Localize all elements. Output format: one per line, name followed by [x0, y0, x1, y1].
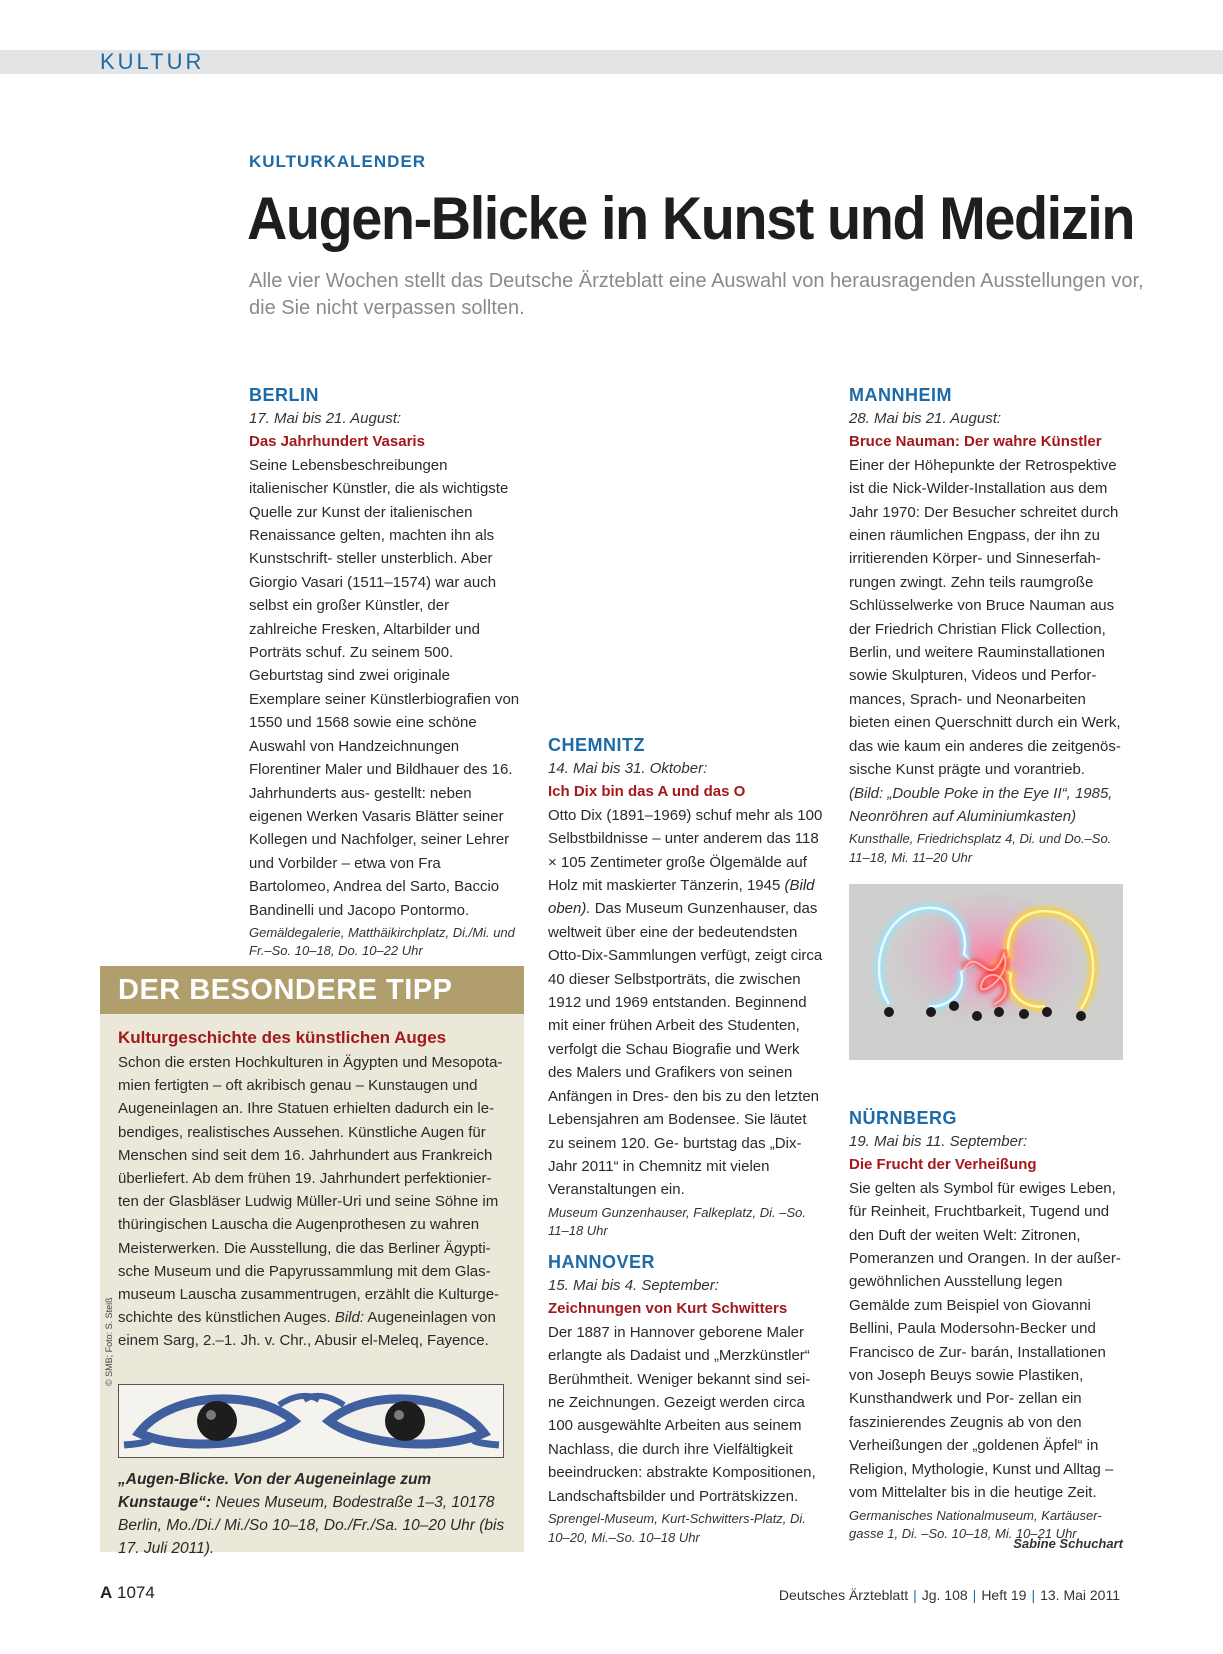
city-heading: HANNOVER: [548, 1252, 656, 1272]
journal-volume: Jg. 108: [921, 1587, 968, 1603]
tip-box: [100, 966, 524, 1557]
exhibition-text: Einer der Höhepunkte der Retrospektive ist die Nick-Wilder-Installation aus dem Jahr 1970: Der Besucher schreitet durch einen räumlichen Engpass, der ihn zu irritierenden Körper- und Sinneserfah- rungen zwingt. Zehn teils raumgroße Schlüsselwerke von Bruce Nauman aus der Friedrich Christian Flick Collection, Berlin, und weitere Rauminstallationen sowie Skulpturen, Videos und Perfor- mances, Sprach- und Neonarbeiten bieten einen Querschnitt durch ein Werk, das wie kaum ein anderes die zeitgenös- sische Kunst prägte und vorantrieb.: [849, 456, 1121, 779]
exhibition-venue: Sprengel-Museum, Kurt-Schwitters-Platz, Di. 10–20, Mi.–So. 10–18 Uhr: [548, 1511, 806, 1545]
exhibition-title: Zeichnungen von Kurt Schwitters: [548, 1300, 788, 1318]
exhibition-date: 15. Mai bis 4. September:: [548, 1277, 719, 1294]
eye-inlays-image: [118, 1384, 504, 1458]
author-name: Sabine Schuchart: [1013, 1536, 1123, 1551]
exhibition-text-part: Otto Dix (1891–1969) schuf mehr als 100 Selbstbildnisse – unter anderem das 118 × 105 Zentimeter große Ölgemälde auf Holz mit maskierter Tänzerin, 1945: [548, 806, 823, 895]
page-letter: A: [100, 1583, 113, 1602]
lead-paragraph: Alle vier Wochen stellt das Deutsche Ärzteblatt eine Auswahl von herausragenden Ausstellungen vor, die Sie nicht verpassen sollten.: [249, 270, 1144, 319]
exhibition-date: 14. Mai bis 31. Oktober:: [548, 760, 708, 777]
listing-chemnitz: [548, 733, 823, 1241]
exhibition-title: Das Jahrhundert Vasaris: [249, 433, 425, 451]
exhibition-text-part: Das Museum Gunzenhauser, das weltweit über eine der bedeutendsten Otto-Dix-Sammlungen verfügt, zeigt circa 40 dieser Selbstporträts, die zwischen 1912 und 1969 entstanden. Beginnend mit einer frühen Arbeit des Studenten, verfolgt die Schau Biografie und Werk des Malers und Grafikers von seinen Anfängen in Dres- den bis zu den letzten Lebensjahren am Bodensee. Sie läutet zu seinem 120. Ge- burtstag das „Dix-Jahr 2011“ in Chemnitz mit vielen Veranstaltungen ein.: [548, 900, 823, 1199]
city-heading: MANNHEIM: [849, 385, 952, 405]
tip-text-main: Schon die ersten Hochkulturen in Ägypten und Mesopota- mien fertigten – oft akribisch genau – Kunstaugen und Augeneinlagen an. Ihre Statuen erhielten dadurch ein le- bendiges, realistisches Aussehen. Künstliche Augen für Menschen sind seit dem 16. Jahrhundert aus Frankreich überliefert. Ab dem frühen 19. Jahrhundert perfektionier- ten der Glasbläser Ludwig Müller-Uri und seine Söhne im thüringischen Lauscha die Augenprothesen zu wahren Meisterwerken. Die Ausstellung, die das Berliner Ägypti- sche Museum und die Papyrussammlung mit dem Glas- museum Lauscha zusammentrugen, erzählt die Kulturge- schichte des künstlichen Auges.: [118, 1054, 503, 1327]
journal-date: 13. Mai 2011: [1040, 1587, 1120, 1603]
image-caption: (Bild: „Double Poke in the Eye II“, 1985, Neonröhren auf Aluminiumkasten): [849, 784, 1113, 825]
city-heading: BERLIN: [249, 385, 319, 405]
listing-hannover: [548, 1250, 823, 1547]
listing-nuernberg: [849, 1106, 1123, 1544]
neon-heads-illustration: [849, 884, 1123, 1060]
kicker: KULTURKALENDER: [249, 152, 427, 171]
tip-caption-text: Neues Museum, Bodestraße 1–3, 10178 Berlin, Mo./Di./ Mi./So 10–18, Do./Fr./Sa. 10–20 Uhr (bis 17. Juli 2011).: [118, 1494, 505, 1557]
eye-inlays-illustration: [119, 1385, 503, 1457]
city-heading: CHEMNITZ: [548, 735, 645, 755]
listing-mannheim: [849, 383, 1123, 867]
exhibition-venue: Kunsthalle, Friedrichsplatz 4, Di. und Do.–So. 11–18, Mi. 11–20 Uhr: [849, 831, 1112, 865]
neon-artwork-image: [849, 884, 1123, 1060]
section-label: KULTUR: [100, 49, 205, 74]
exhibition-text: Seine Lebensbeschreibungen italienischer Künstler, die als wichtigste Quelle zur Kunst der italienischen Renaissance gelten, machten ihn als Kunstschrift- steller unsterblich. Aber Giorgio Vasari (1511–1574) war auch selbst ein großer Künstler, der zahlreiche Fresken, Altarbilder und Porträts schuf. Zu seinem 500. Geburtstag sind zwei originale Exemplare seiner Künstlerbiografien von 1550 und 1568 sowie eine schöne Auswahl von Handzeichnungen Florentiner Maler und Bildhauer des 16. Jahrhunderts aus- gestellt: neben eigenen Werken Vasaris Blätter seiner Kollegen und Nachfolger, seiner Lehrer und Vorbilder – etwa von Fra Bartolomeo, Andrea del Sarto, Baccio Bandinelli und Jacopo Pontormo.: [249, 456, 520, 919]
tip-caption: [118, 1468, 518, 1560]
exhibition-venue: Germanisches Nationalmuseum, Kartäuser- gasse 1, Di. –So. 10–18, Mi. 10–21 Uhr: [849, 1507, 1102, 1541]
exhibition-title: Die Frucht der Verheißung: [849, 1156, 1037, 1174]
tip-text: [118, 1051, 508, 1353]
exhibition-venue: Museum Gunzenhauser, Falkeplatz, Di. –So. 11–18 Uhr: [548, 1204, 806, 1239]
journal-issue: Heft 19: [981, 1587, 1027, 1603]
tip-bild-text: Augeneinlagen von einem Sarg, 2.–1. Jh. v. Chr., Abusir el-Meleq, Fayence.: [118, 1309, 496, 1350]
tip-title: Kulturgeschichte des künstlichen Auges: [118, 1028, 447, 1047]
tip-header-label: DER BESONDERE TIPP: [118, 974, 453, 1006]
exhibition-text: [548, 804, 823, 1202]
tip-header: [100, 966, 524, 1014]
image-reference: (Bild oben).: [548, 877, 815, 918]
page-number: [100, 1583, 155, 1603]
city-heading: NÜRNBERG: [849, 1108, 958, 1128]
photo-credit: © SMB; Foto: S. Steiß: [104, 1297, 114, 1386]
exhibition-text: Der 1887 in Hannover geborene Maler erlangte als Dadaist und „Merzkünstler“ Berühmtheit. Weniger bekannt sind sei- ne Zeichnungen. Gezeigt werden circa 100 ausgewählte Arbeiten aus seinem Nachlass, die durch ihre Vielfältigkeit beeindrucken: abstrakte Kompositionen, Landschaftsbilder und Porträtskizzen.: [548, 1323, 816, 1505]
exhibition-title: Bruce Nauman: Der wahre Künstler: [849, 433, 1102, 451]
page-number-value: 1074: [117, 1583, 155, 1602]
tip-caption-title: „Augen-Blicke. Von der Augeneinlage zum Kunstauge“:: [118, 1471, 432, 1511]
exhibition-date: 28. Mai bis 21. August:: [849, 410, 1002, 427]
journal-name: Deutsches Ärzteblatt: [778, 1587, 909, 1603]
exhibition-date: 17. Mai bis 21. August:: [249, 410, 402, 427]
journal-info: Deutsches Ärzteblatt | Jg. 108 | Heft 19 | 13. Mai 2011: [778, 1587, 1120, 1603]
listing-berlin: [249, 383, 521, 961]
page-title: Augen-Blicke in Kunst und Medizin: [247, 185, 1135, 252]
exhibition-venue: Gemäldegalerie, Matthäikirchplatz, Di./Mi. und Fr.–So. 10–18, Do. 10–22 Uhr: [249, 924, 515, 959]
exhibition-text: Sie gelten als Symbol für ewiges Leben, für Reinheit, Fruchtbarkeit, Tugend und den Duft der weiten Welt: Zitronen, Pomeranzen und Orangen. In der außer- gewöhnlichen Ausstellung legen Gemälde zum Beispiel von Giovanni Bellini, Paula Modersohn-Becker und Francisco de Zur- barán, Installationen von Joseph Beuys sowie Plastiken, Kunsthandwerk und Por- zellan ein faszinierendes Zeugnis ab von den Verheißungen der „goldenen Äpfel“ in Religion, Mythologie, Kunst und Alltag – vom Mittelalter bis in die heutige Zeit.: [849, 1179, 1121, 1502]
exhibition-date: 19. Mai bis 11. September:: [849, 1133, 1028, 1150]
tip-bild-label: Bild:: [334, 1309, 364, 1327]
exhibition-title: Ich Dix bin das A und das O: [548, 783, 746, 801]
